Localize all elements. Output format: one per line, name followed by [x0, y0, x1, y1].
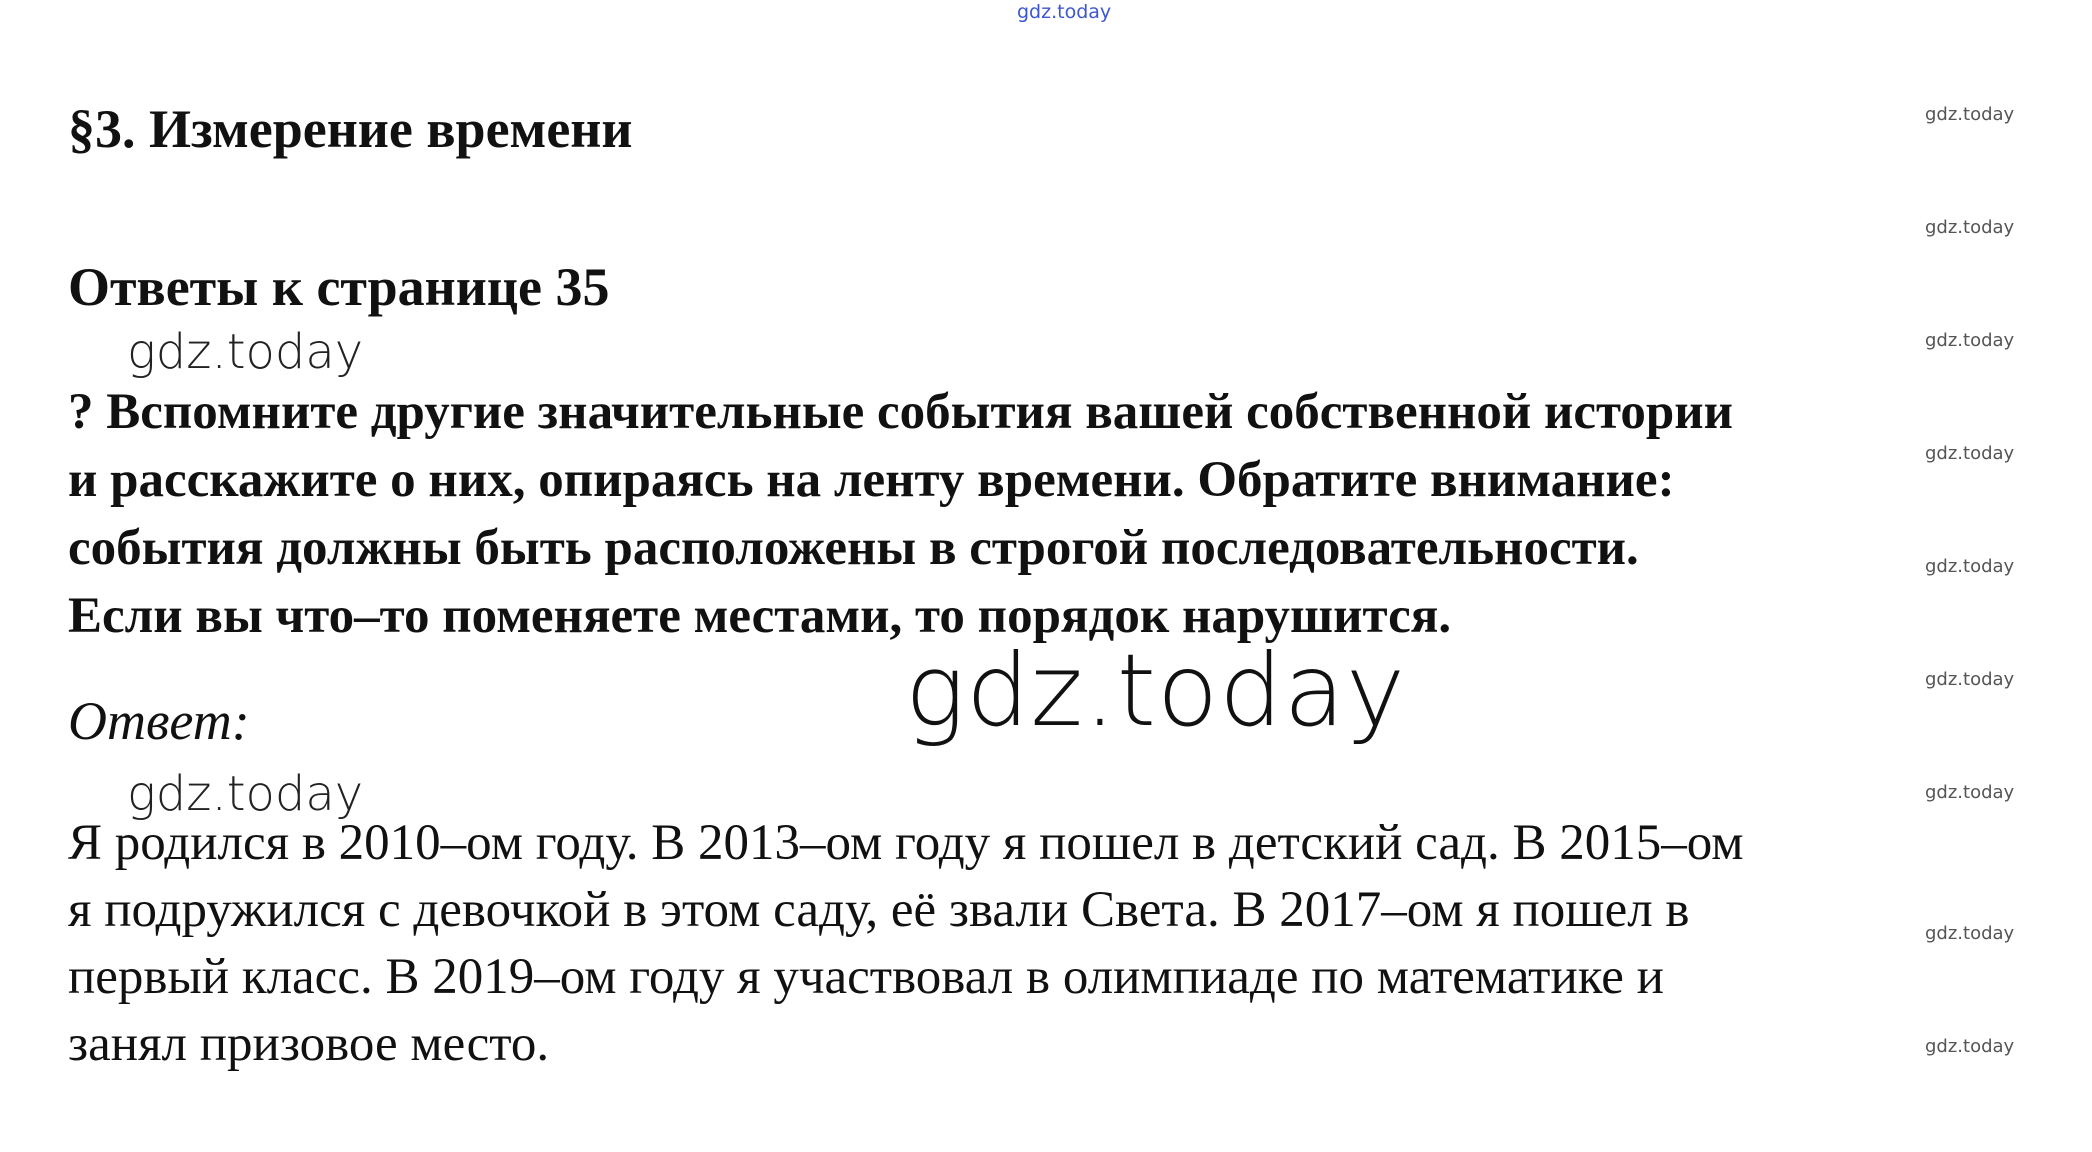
watermark-medium: gdz.today	[127, 766, 364, 822]
watermark-side: gdz.today	[1925, 556, 2015, 577]
watermark-side: gdz.today	[1925, 669, 2015, 690]
answer-line: занял призовое место.	[68, 1016, 550, 1072]
page-subtitle: Ответы к странице 35	[68, 257, 610, 317]
answer-text	[68, 810, 2058, 1078]
watermark-side: gdz.today	[1925, 1036, 2015, 1057]
question-line: события должны быть расположены в строгой последовательности.	[68, 520, 1639, 576]
watermark-side: gdz.today	[1925, 923, 2015, 944]
watermark-side: gdz.today	[1925, 330, 2015, 351]
answer-label: Ответ:	[68, 691, 250, 751]
watermark-large: gdz.today	[905, 632, 1407, 749]
page-title: §3. Измерение времени	[68, 99, 633, 159]
question-line: ? Вспомните другие значительные события вашей собственной истории	[68, 384, 1734, 440]
answer-line: Я родился в 2010–ом году. В 2013–ом году я пошел в детский сад. В 2015–ом	[68, 815, 1744, 871]
watermark-side: gdz.today	[1925, 443, 2015, 464]
question-text	[68, 378, 2028, 650]
answer-line: первый класс. В 2019–ом году я участвовал в олимпиаде по математике и	[68, 949, 1664, 1005]
watermark-side: gdz.today	[1925, 217, 2015, 238]
question-line: Если вы что–то поменяете местами, то порядок нарушится.	[68, 588, 1452, 644]
watermark-side: gdz.today	[1925, 104, 2015, 125]
question-line: и расскажите о них, опираясь на ленту времени. Обратите внимание:	[68, 452, 1675, 508]
answer-line: я подружился с девочкой в этом саду, её звали Света. В 2017–ом я пошел в	[68, 882, 1690, 938]
watermark-top: gdz.today	[1017, 1, 1112, 23]
watermark-side: gdz.today	[1925, 782, 2015, 803]
watermark-medium: gdz.today	[127, 324, 364, 380]
